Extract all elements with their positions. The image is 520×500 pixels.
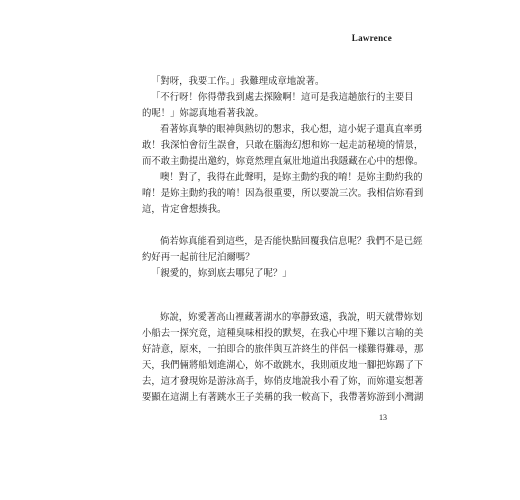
text-line: 好詩意，原來，一拍即合的旅伴與互許終生的伴侶一樣難得難尋，那 xyxy=(142,344,424,355)
section-break xyxy=(142,218,390,234)
section-break xyxy=(142,282,390,310)
text-line: 這，肯定會想揍我。 xyxy=(142,204,227,215)
text-line: 「不行呀！你得帶我到處去探險啊！這可是我這趟旅行的主要目 xyxy=(151,92,414,103)
text-line: 倘若妳真能看到這些，是否能快點回覆我信息呢？我們不是已經 xyxy=(160,236,423,247)
text-line: 「親愛的，妳到底去哪兒了呢？」 xyxy=(151,268,292,279)
running-header: Lawrence xyxy=(351,33,392,43)
text-line: 噢！對了，我得在此聲明，是妳主動約我的唷！是妳主動約我的 xyxy=(160,172,423,183)
page-number: 13 xyxy=(379,413,387,422)
text-line: 小船去一探究竟，這種臭味相投的默契，在我心中埋下難以言喻的美 xyxy=(142,328,424,339)
text-line: 唷！是妳主動約我的唷！因為很重要，所以要說三次。我相信妳看到 xyxy=(142,188,424,199)
text-line: 約好再一起前往尼泊爾嗎？ xyxy=(142,252,255,263)
text-line: 「對呀，我要工作。」我難理成章地說著。 xyxy=(151,76,325,87)
text-line: 而不敢主動提出邀約，妳竟然理直氣壯地道出我隱藏在心中的想像。 xyxy=(142,156,424,167)
body-text xyxy=(142,74,424,406)
text-line: 妳說，妳愛著高山裡藏著湖水的寧靜致遠，我說，明天就帶妳划 xyxy=(160,312,423,323)
text-line: 看著妳真摯的眼神與熱切的懇求，我心想，這小妮子還真直率勇 xyxy=(160,124,423,135)
text-line: 的呢！」妳認真地看著我說。 xyxy=(142,108,264,119)
text-line: 天，我們倆將船划進湖心，妳不敢跳水，我則頑皮地一腳把妳踢了下 xyxy=(142,360,424,371)
text-line: 要顯在這湖上有著跳水王子美稱的我一較高下，我帶著妳游到小灣湖 xyxy=(142,392,424,403)
text-line: 敢！我深怕會衍生誤會，只敢在腦海幻想和妳一起走訪秘境的情景， xyxy=(142,140,424,151)
text-line: 去，這才發現妳是游泳高手，妳俏皮地說我小看了妳，而妳還妄想著 xyxy=(142,376,424,387)
